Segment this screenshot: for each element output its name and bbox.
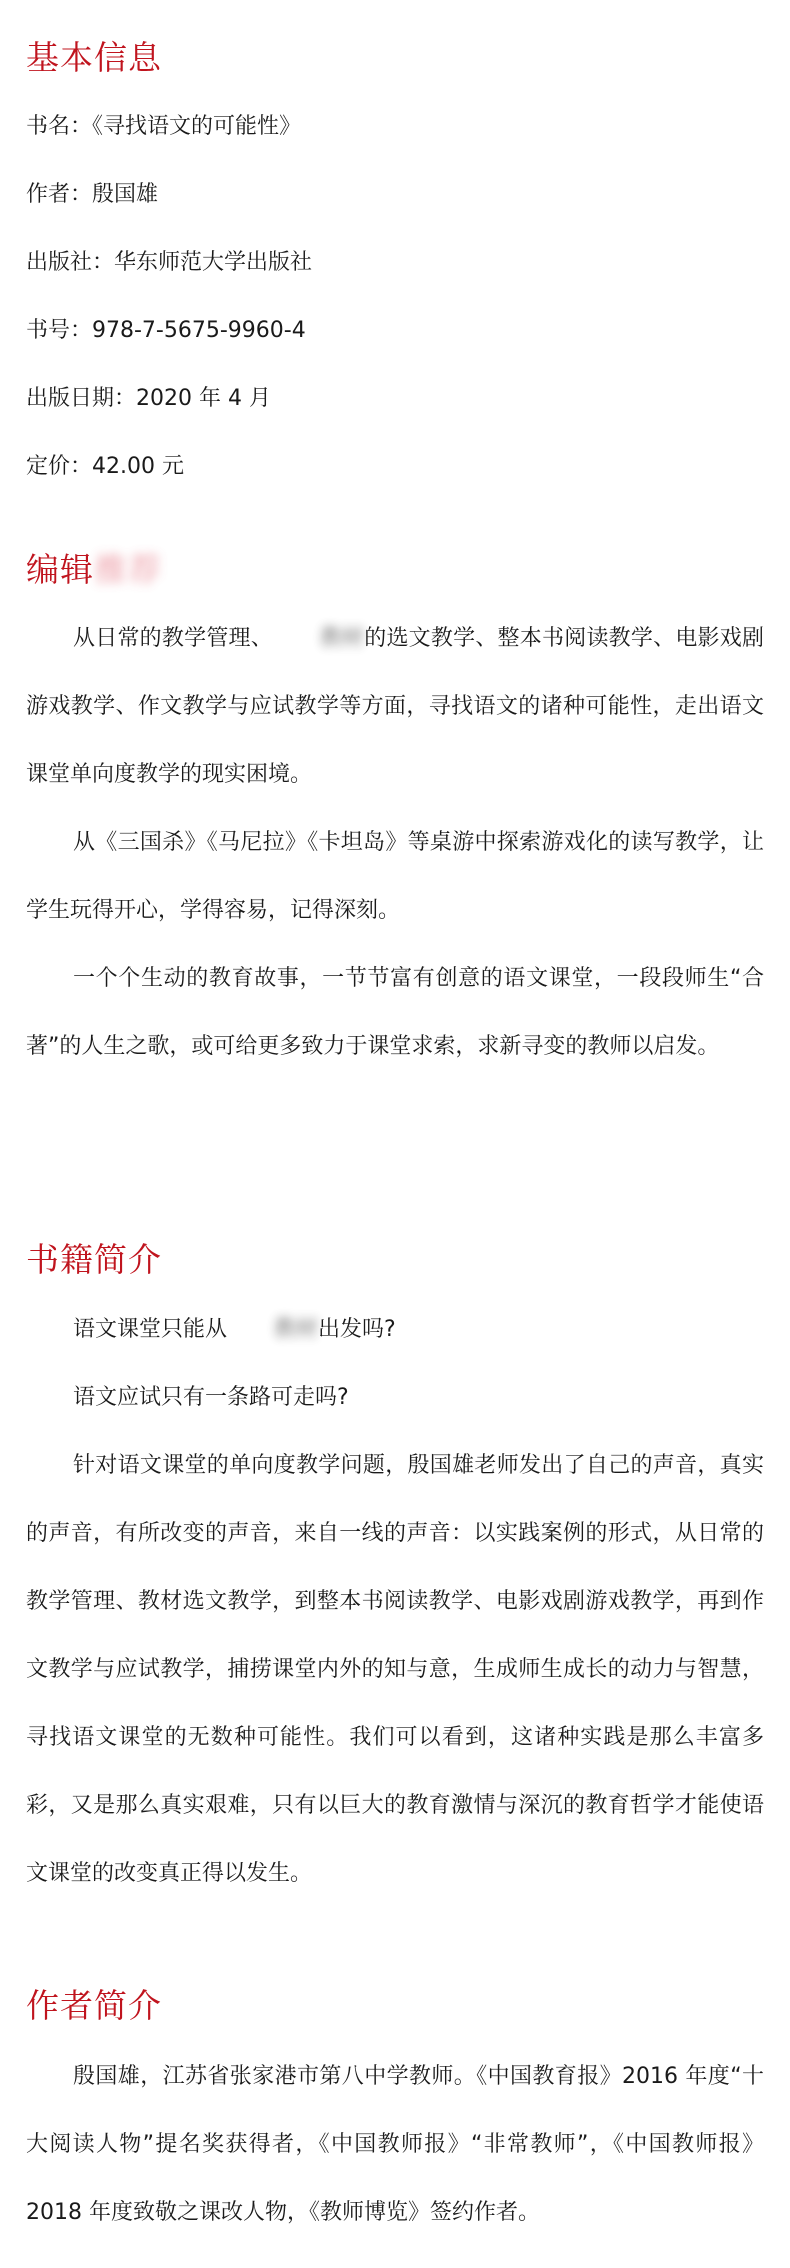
- question-1-text-end: 出发吗?: [318, 1317, 396, 1342]
- author-intro-heading: 作者简介: [26, 1986, 162, 2025]
- editor-paragraph-2: 从《三国杀》《马尼拉》《卡坦岛》等桌游中探索游戏化的读写教学，让学生玩得开心，学得容易，记得深刻。: [26, 830, 764, 923]
- isbn-line: 书号：978-7-5675-9960-4: [26, 318, 306, 343]
- question-1-text-start: 语文课堂只能从: [73, 1317, 228, 1342]
- blurred-word: 教材: [274, 1317, 319, 1342]
- basic-info-heading: 基本信息: [26, 38, 162, 77]
- editor-p1-text-end: 的选文教学、整本书阅读教学、电影戏剧游戏教学、作文教学与应试教学等方面，寻找语文的诸种可能性，走出语文课堂单向度教学的现实困境。: [26, 626, 764, 787]
- blurred-word: 教材: [320, 626, 365, 651]
- blurred-heading-text: 推荐: [94, 550, 162, 589]
- publisher-line: 出版社：华东师范大学出版社: [26, 250, 313, 275]
- editor-p1-text-start: 从日常的教学管理、: [73, 626, 273, 651]
- editor-paragraph-3: 一个个生动的教育故事，一节节富有创意的语文课堂，一段段师生“合著”的人生之歌，或可给更多致力于课堂求索，求新寻变的教师以启发。: [26, 966, 764, 1059]
- book-intro-paragraph: 针对语文课堂的单向度教学问题，殷国雄老师发出了自己的声音，真实的声音，有所改变的声音，来自一线的声音：以实践案例的形式，从日常的教学管理、教材选文教学，到整本书阅读教学、电影戏剧游戏教学，再到作文教学与应试教学，捕捞课堂内外的知与意，生成师生成长的动力与智慧，寻找语文课堂的无数种可能性。我们可以看到，这诸种实践是那么丰富多彩，又是那么真实艰难，只有以巨大的教育激情与深沉的教育哲学才能使语文课堂的改变真正得以发生。: [26, 1453, 764, 1886]
- editor-recommend-heading: [26, 550, 162, 590]
- editor-paragraph-1: [26, 605, 764, 809]
- editor-heading-text: 编辑: [26, 550, 94, 589]
- price-line: 定价：42.00 元: [26, 454, 184, 479]
- book-intro-question-1: [26, 1296, 764, 1364]
- author-intro-paragraph: 殷国雄，江苏省张家港市第八中学教师。《中国教育报》2016 年度“十大阅读人物”提名奖获得者，《中国教师报》“非常教师”，《中国教师报》2018 年度致敬之课改人物，《教师博览》签约作者。: [26, 2064, 764, 2225]
- book-intro-question-2: 语文应试只有一条路可走吗?: [73, 1385, 349, 1410]
- publish-date-line: 出版日期：2020 年 4 月: [26, 386, 271, 411]
- book-title-line: 书名：《寻找语文的可能性》: [26, 114, 302, 139]
- author-line: 作者：殷国雄: [26, 182, 159, 207]
- book-intro-heading: 书籍简介: [26, 1240, 162, 1279]
